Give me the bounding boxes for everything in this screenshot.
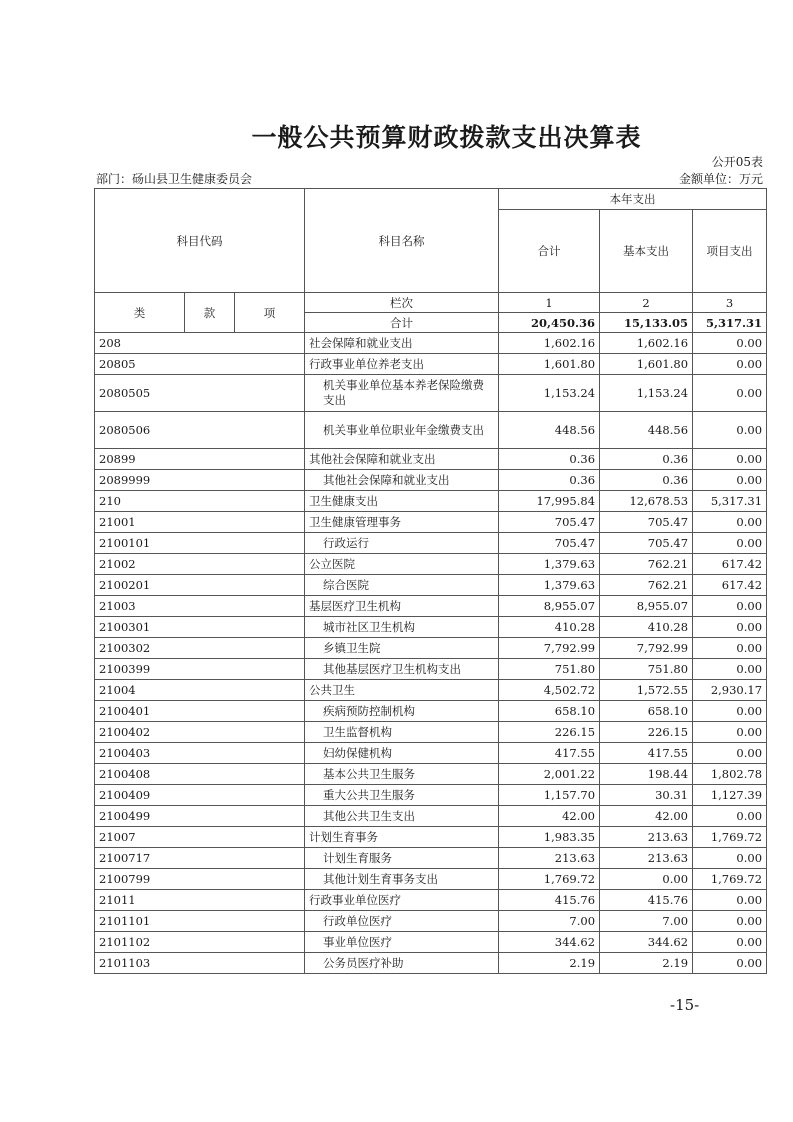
row-basic: 1,572.55: [600, 680, 693, 701]
row-code: 21004: [95, 680, 305, 701]
row-basic: 762.21: [600, 575, 693, 596]
table-row: [95, 554, 767, 575]
row-code: 2101101: [95, 911, 305, 932]
row-basic: 213.63: [600, 848, 693, 869]
table-row: [95, 785, 767, 806]
sum-label: 合计: [305, 313, 499, 333]
row-project: 0.00: [693, 512, 767, 533]
row-total: 417.55: [499, 743, 600, 764]
header-column-no: 栏次: [305, 293, 499, 313]
expenditure-table: [94, 188, 767, 974]
row-total: 705.47: [499, 533, 600, 554]
table-row: [95, 806, 767, 827]
header-kuan: 款: [185, 293, 235, 333]
row-basic: 1,153.24: [600, 375, 693, 412]
row-name: 计划生育服务: [305, 848, 499, 869]
row-name: 重大公共卫生服务: [305, 785, 499, 806]
row-name: 卫生监督机构: [305, 722, 499, 743]
table-row: [95, 701, 767, 722]
row-project: 1,802.78: [693, 764, 767, 785]
row-name: 行政事业单位医疗: [305, 890, 499, 911]
table-row: [95, 659, 767, 680]
row-project: 0.00: [693, 932, 767, 953]
row-project: 0.00: [693, 722, 767, 743]
row-code: 2100301: [95, 617, 305, 638]
table-row: [95, 638, 767, 659]
row-project: 0.00: [693, 806, 767, 827]
row-project: 0.00: [693, 375, 767, 412]
row-code: 2100201: [95, 575, 305, 596]
row-code: 21003: [95, 596, 305, 617]
row-basic: 1,601.80: [600, 354, 693, 375]
row-project: 0.00: [693, 911, 767, 932]
row-code: 2100302: [95, 638, 305, 659]
table-row: [95, 512, 767, 533]
row-project: 0.00: [693, 533, 767, 554]
row-basic: 12,678.53: [600, 491, 693, 512]
table-row: [95, 764, 767, 785]
row-code: 21002: [95, 554, 305, 575]
row-name: 机关事业单位基本养老保险缴费支出: [305, 375, 499, 412]
row-name: 乡镇卫生院: [305, 638, 499, 659]
row-code: 2100408: [95, 764, 305, 785]
row-name: 卫生健康管理事务: [305, 512, 499, 533]
row-basic: 344.62: [600, 932, 693, 953]
row-basic: 2.19: [600, 953, 693, 974]
table-row: [95, 911, 767, 932]
row-total: 226.15: [499, 722, 600, 743]
row-total: 2.19: [499, 953, 600, 974]
header-code: 科目代码: [95, 189, 305, 293]
table-row: [95, 953, 767, 974]
row-project: 1,127.39: [693, 785, 767, 806]
row-basic: 1,602.16: [600, 333, 693, 354]
row-total: 4,502.72: [499, 680, 600, 701]
row-basic: 213.63: [600, 827, 693, 848]
row-code: 2100717: [95, 848, 305, 869]
row-name: 其他社会保障和就业支出: [305, 449, 499, 470]
row-basic: 7.00: [600, 911, 693, 932]
row-basic: 30.31: [600, 785, 693, 806]
row-name: 基本公共卫生服务: [305, 764, 499, 785]
row-total: 1,602.16: [499, 333, 600, 354]
row-total: 1,379.63: [499, 575, 600, 596]
table-row: [95, 827, 767, 848]
header-col2: 2: [600, 293, 693, 313]
row-basic: 42.00: [600, 806, 693, 827]
row-basic: 8,955.07: [600, 596, 693, 617]
table-row: [95, 722, 767, 743]
row-basic: 658.10: [600, 701, 693, 722]
row-name: 公共卫生: [305, 680, 499, 701]
table-row: [95, 680, 767, 701]
row-basic: 0.36: [600, 449, 693, 470]
row-project: 0.00: [693, 470, 767, 491]
row-code: 2100399: [95, 659, 305, 680]
row-basic: 762.21: [600, 554, 693, 575]
row-name: 行政单位医疗: [305, 911, 499, 932]
header-col1: 1: [499, 293, 600, 313]
amount-unit-label: 金额单位：万元: [678, 172, 763, 186]
row-total: 1,769.72: [499, 869, 600, 890]
row-project: 0.00: [693, 743, 767, 764]
row-basic: 0.36: [600, 470, 693, 491]
header-xiang: 项: [235, 293, 305, 333]
table-row: [95, 869, 767, 890]
row-total: 1,983.35: [499, 827, 600, 848]
row-name: 公立医院: [305, 554, 499, 575]
row-code: 20899: [95, 449, 305, 470]
row-code: 20805: [95, 354, 305, 375]
row-project: 0.00: [693, 354, 767, 375]
row-project: 0.00: [693, 848, 767, 869]
row-total: 705.47: [499, 512, 600, 533]
row-total: 7.00: [499, 911, 600, 932]
page-number: -15-: [670, 996, 700, 1014]
row-basic: 0.00: [600, 869, 693, 890]
table-row: [95, 354, 767, 375]
row-code: 2101103: [95, 953, 305, 974]
row-name: 城市社区卫生机构: [305, 617, 499, 638]
row-code: 2100499: [95, 806, 305, 827]
row-total: 8,955.07: [499, 596, 600, 617]
row-name: 事业单位医疗: [305, 932, 499, 953]
row-project: 1,769.72: [693, 869, 767, 890]
table-row: [95, 596, 767, 617]
row-basic: 198.44: [600, 764, 693, 785]
table-row: [95, 491, 767, 512]
row-total: 0.36: [499, 470, 600, 491]
row-project: 617.42: [693, 575, 767, 596]
page-title: 一般公共预算财政拨款支出决算表: [251, 123, 642, 152]
row-code: 2100402: [95, 722, 305, 743]
header-name: 科目名称: [305, 189, 499, 293]
row-name: 其他社会保障和就业支出: [305, 470, 499, 491]
row-code: 21007: [95, 827, 305, 848]
row-name: 机关事业单位职业年金缴费支出: [305, 412, 499, 449]
row-code: 2100101: [95, 533, 305, 554]
header-current-year: 本年支出: [499, 189, 767, 210]
row-total: 1,153.24: [499, 375, 600, 412]
sum-basic: 15,133.05: [600, 313, 693, 333]
row-basic: 705.47: [600, 533, 693, 554]
row-total: 1,379.63: [499, 554, 600, 575]
table-row: [95, 333, 767, 354]
row-code: 2101102: [95, 932, 305, 953]
row-code: 2100401: [95, 701, 305, 722]
row-project: 617.42: [693, 554, 767, 575]
row-project: 0.00: [693, 638, 767, 659]
row-name: 疾病预防控制机构: [305, 701, 499, 722]
header-lei: 类: [95, 293, 185, 333]
row-basic: 410.28: [600, 617, 693, 638]
header-col3: 3: [693, 293, 767, 313]
table-row: [95, 890, 767, 911]
row-name: 社会保障和就业支出: [305, 333, 499, 354]
row-basic: 7,792.99: [600, 638, 693, 659]
row-code: 2080505: [95, 375, 305, 412]
department-label: 部门：砀山县卫生健康委员会: [96, 172, 253, 186]
row-code: 21011: [95, 890, 305, 911]
row-total: 410.28: [499, 617, 600, 638]
row-name: 卫生健康支出: [305, 491, 499, 512]
row-project: 0.00: [693, 449, 767, 470]
table-row: [95, 470, 767, 491]
row-basic: 415.76: [600, 890, 693, 911]
row-total: 17,995.84: [499, 491, 600, 512]
row-total: 415.76: [499, 890, 600, 911]
table-row: [95, 533, 767, 554]
row-name: 行政事业单位养老支出: [305, 354, 499, 375]
row-project: 0.00: [693, 412, 767, 449]
row-name: 行政运行: [305, 533, 499, 554]
row-code: 2089999: [95, 470, 305, 491]
table-row: [95, 932, 767, 953]
row-project: 0.00: [693, 617, 767, 638]
row-code: 2100409: [95, 785, 305, 806]
table-row: [95, 412, 767, 449]
row-total: 1,157.70: [499, 785, 600, 806]
row-name: 其他计划生育事务支出: [305, 869, 499, 890]
row-code: 210: [95, 491, 305, 512]
row-name: 计划生育事务: [305, 827, 499, 848]
row-basic: 448.56: [600, 412, 693, 449]
row-project: 0.00: [693, 890, 767, 911]
row-project: 0.00: [693, 596, 767, 617]
header-project: 项目支出: [693, 210, 767, 293]
form-number: 公开05表: [711, 155, 763, 169]
row-project: 0.00: [693, 701, 767, 722]
row-project: 0.00: [693, 659, 767, 680]
row-code: 2080506: [95, 412, 305, 449]
row-total: 658.10: [499, 701, 600, 722]
row-basic: 705.47: [600, 512, 693, 533]
row-total: 448.56: [499, 412, 600, 449]
row-project: 5,317.31: [693, 491, 767, 512]
row-code: 2100799: [95, 869, 305, 890]
row-name: 综合医院: [305, 575, 499, 596]
row-total: 2,001.22: [499, 764, 600, 785]
row-code: 21001: [95, 512, 305, 533]
table-row: [95, 617, 767, 638]
row-total: 213.63: [499, 848, 600, 869]
row-project: 0.00: [693, 953, 767, 974]
header-total: 合计: [499, 210, 600, 293]
row-name: 基层医疗卫生机构: [305, 596, 499, 617]
sum-total: 20,450.36: [499, 313, 600, 333]
table-row: [95, 575, 767, 596]
row-total: 7,792.99: [499, 638, 600, 659]
row-basic: 417.55: [600, 743, 693, 764]
row-basic: 751.80: [600, 659, 693, 680]
row-name: 妇幼保健机构: [305, 743, 499, 764]
row-basic: 226.15: [600, 722, 693, 743]
table-row: [95, 848, 767, 869]
row-total: 1,601.80: [499, 354, 600, 375]
table-row: [95, 449, 767, 470]
row-project: 0.00: [693, 333, 767, 354]
row-total: 0.36: [499, 449, 600, 470]
sum-project: 5,317.31: [693, 313, 767, 333]
row-name: 其他基层医疗卫生机构支出: [305, 659, 499, 680]
header-basic: 基本支出: [600, 210, 693, 293]
row-code: 2100403: [95, 743, 305, 764]
row-project: 1,769.72: [693, 827, 767, 848]
table-row: [95, 375, 767, 412]
table-row: [95, 743, 767, 764]
row-name: 公务员医疗补助: [305, 953, 499, 974]
row-total: 42.00: [499, 806, 600, 827]
row-total: 751.80: [499, 659, 600, 680]
row-name: 其他公共卫生支出: [305, 806, 499, 827]
row-project: 2,930.17: [693, 680, 767, 701]
row-total: 344.62: [499, 932, 600, 953]
row-code: 208: [95, 333, 305, 354]
